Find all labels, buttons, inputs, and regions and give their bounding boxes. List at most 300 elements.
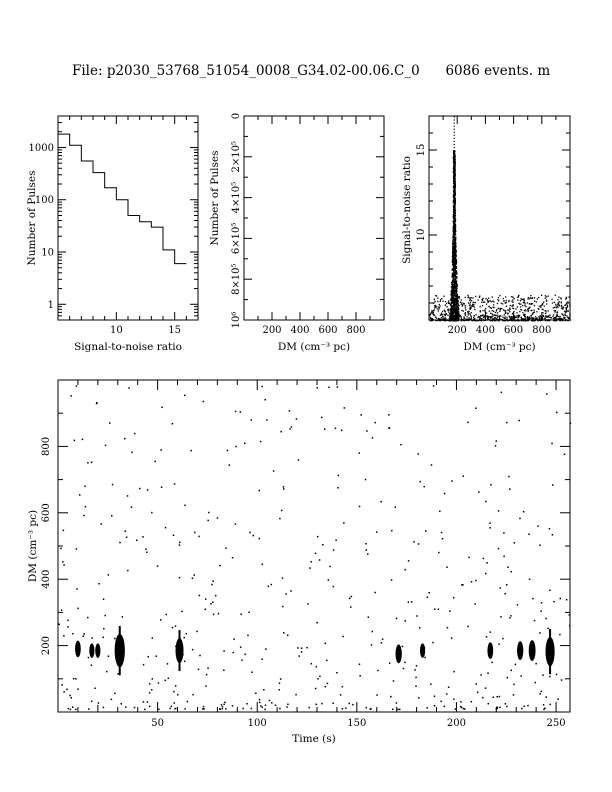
scatter-point [224, 702, 226, 704]
scatter-point [289, 410, 291, 412]
scatter-point [452, 302, 453, 303]
scatter-point [261, 386, 263, 388]
scatter-point [319, 559, 321, 561]
scatter-point [534, 312, 535, 313]
scatter-point [552, 534, 554, 536]
scatter-point [114, 693, 116, 695]
scatter-point [473, 319, 474, 320]
scatter-point [474, 306, 475, 307]
scatter-point [452, 260, 453, 261]
scatter-point [198, 669, 200, 671]
scatter-point [342, 686, 344, 688]
scatter-point [400, 444, 402, 446]
scatter-point [419, 627, 421, 629]
scatter-point [471, 701, 473, 703]
scatter-point [453, 163, 454, 164]
scatter-point [232, 557, 234, 559]
scatter-point [475, 314, 476, 315]
scatter-point [478, 320, 479, 321]
y-tick-label: 600 [41, 503, 52, 523]
scatter-point [539, 693, 541, 695]
scatter-point [569, 614, 571, 616]
scatter-point [551, 443, 553, 445]
scatter-point [507, 566, 509, 568]
scatter-point [494, 318, 495, 319]
scatter-point [538, 308, 539, 309]
scatter-point [453, 196, 454, 197]
scatter-point [461, 310, 462, 311]
scatter-point [77, 608, 79, 610]
scatter-point [454, 119, 455, 120]
scatter-point [549, 704, 551, 706]
scatter-point [179, 542, 181, 544]
scatter-point [434, 695, 436, 697]
scatter-point [103, 628, 105, 630]
y-tick-label: 4×10⁵ [231, 181, 242, 214]
scatter-point [506, 300, 507, 301]
scatter-point [117, 673, 119, 675]
scatter-point [450, 299, 451, 300]
scatter-point [569, 625, 571, 627]
scatter-point [454, 144, 455, 145]
scatter-point [437, 308, 438, 309]
scatter-point [377, 670, 379, 672]
scatter-point [396, 618, 398, 620]
scatter-point [556, 412, 558, 414]
scatter-point [513, 684, 515, 686]
scatter-point [549, 315, 550, 316]
scatter-point [147, 701, 149, 703]
scatter-point [490, 320, 491, 321]
scatter-point [428, 592, 430, 594]
scatter-point [454, 212, 455, 213]
scatter-point [515, 320, 516, 321]
scatter-point [512, 308, 513, 309]
scatter-point [542, 674, 544, 676]
scatter-point [91, 637, 93, 639]
scatter-point [203, 401, 205, 403]
scatter-point [556, 307, 557, 308]
scatter-point [565, 298, 566, 299]
scatter-point [149, 706, 151, 708]
scatter-point [454, 171, 455, 172]
scatter-point [453, 168, 454, 169]
scatter-point [442, 300, 443, 301]
scatter-point [452, 252, 453, 253]
scatter-point [570, 319, 571, 320]
scatter-point [125, 530, 127, 532]
scatter-point [467, 626, 469, 628]
scatter-point [435, 306, 436, 307]
scatter-point [468, 302, 469, 303]
scatter-point [495, 312, 496, 313]
scatter-point [453, 178, 454, 179]
scatter-point [517, 319, 518, 320]
scatter-point [512, 302, 513, 303]
scatter-point [513, 311, 514, 312]
scatter-point [332, 702, 334, 704]
scatter-point [501, 303, 502, 304]
scatter-point [542, 317, 543, 318]
scatter-point [502, 303, 503, 304]
scatter-point [451, 297, 452, 298]
scatter-point [266, 419, 268, 421]
scatter-point [545, 696, 547, 698]
scatter-point [569, 305, 570, 306]
scatter-point [143, 664, 145, 666]
scatter-point [544, 305, 545, 306]
scatter-point [475, 580, 477, 582]
scatter-point [488, 703, 490, 705]
scatter-point [542, 319, 543, 320]
scatter-point [131, 452, 133, 454]
scatter-point [485, 501, 487, 503]
scatter-point [157, 565, 159, 567]
scatter-point [509, 311, 510, 312]
scatter-point [152, 678, 154, 680]
scatter-point [556, 312, 557, 313]
scatter-point [480, 306, 481, 307]
pulse-marker [517, 641, 523, 660]
scatter-point [280, 431, 282, 433]
scatter-point [466, 320, 467, 321]
scatter-point [316, 666, 318, 668]
scatter-point [528, 310, 529, 311]
scatter-point [248, 612, 250, 614]
scatter-point [524, 303, 525, 304]
scatter-point [513, 694, 515, 696]
scatter-point [435, 305, 436, 306]
histogram-snr-panel [26, 116, 198, 353]
scatter-point [546, 296, 547, 297]
scatter-point [560, 320, 561, 321]
scatter-point [507, 313, 508, 314]
scatter-point [454, 138, 455, 139]
scatter-point [471, 581, 473, 583]
y-axis-label: Number of Pulses [209, 150, 221, 246]
scatter-point [453, 272, 454, 273]
scatter-point [455, 284, 456, 285]
scatter-point [495, 445, 497, 447]
scatter-point [437, 297, 438, 298]
scatter-point [452, 280, 453, 281]
scatter-point [83, 515, 85, 517]
scatter-point [253, 535, 255, 537]
scatter-point [479, 318, 480, 319]
scatter-point [173, 535, 175, 537]
scatter-point [502, 638, 504, 640]
scatter-point [563, 315, 564, 316]
scatter-point [529, 318, 530, 319]
scatter-point [342, 708, 344, 710]
scatter-point [223, 670, 225, 672]
x-tick-label: 15 [168, 325, 182, 336]
scatter-point [66, 689, 68, 691]
scatter-point [283, 632, 285, 634]
scatter-point [184, 395, 186, 397]
scatter-point [349, 703, 351, 705]
scatter-point [184, 505, 186, 507]
scatter-point [316, 704, 318, 706]
scatter-point [287, 704, 289, 706]
scatter-point [470, 318, 471, 319]
scatter-point [174, 483, 176, 485]
scatter-point [553, 318, 554, 319]
scatter-point [58, 624, 60, 626]
scatter-point [337, 475, 339, 477]
scatter-point [321, 417, 323, 419]
scatter-point [545, 295, 546, 296]
scatter-point [366, 549, 368, 551]
scatter-point [68, 708, 70, 710]
scatter-point [453, 249, 454, 250]
scatter-point [499, 696, 501, 698]
scatter-point [174, 702, 176, 704]
scatter-point [502, 317, 503, 318]
x-tick-label: 200 [447, 325, 467, 336]
pulse-marker [420, 643, 425, 658]
scatter-point [568, 320, 569, 321]
scatter-point [444, 493, 446, 495]
scatter-point [264, 709, 266, 711]
scatter-point [424, 657, 426, 659]
scatter-point [251, 671, 253, 673]
scatter-point [97, 705, 99, 707]
scatter-point [503, 298, 504, 299]
scatter-point [529, 303, 530, 304]
scatter-point [512, 297, 513, 298]
scatter-point [105, 445, 107, 447]
scatter-point [564, 454, 566, 456]
scatter-point [506, 422, 508, 424]
scatter-point [474, 603, 476, 605]
scatter-point [540, 316, 541, 317]
scatter-point [485, 687, 487, 689]
scatter-point [498, 510, 500, 512]
scatter-point [453, 191, 454, 192]
scatter-point [509, 617, 511, 619]
scatter-point [558, 297, 559, 298]
scatter-point [554, 311, 555, 312]
y-tick-label: 800 [41, 436, 52, 456]
scatter-point [480, 674, 482, 676]
scatter-point [165, 680, 167, 682]
scatter-point [136, 540, 138, 542]
scatter-point [453, 320, 454, 321]
scatter-point [108, 655, 110, 657]
scatter-point [505, 320, 506, 321]
scatter-point [474, 309, 475, 310]
x-tick-label: 10 [109, 325, 123, 336]
scatter-point [175, 625, 177, 627]
scatter-point [111, 515, 113, 517]
scatter-point [453, 187, 454, 188]
scatter-point [306, 647, 308, 649]
scatter-point [509, 320, 510, 321]
scatter-point [298, 655, 300, 657]
scatter-point [172, 627, 174, 629]
scatter-point [482, 298, 483, 299]
scatter-point [454, 200, 455, 201]
y-tick-label: 400 [41, 569, 52, 589]
scatter-point [463, 316, 464, 317]
scatter-point [454, 242, 455, 243]
y-tick-label: 0 [231, 112, 242, 120]
scatter-point [388, 414, 390, 416]
scatter-point [434, 307, 435, 308]
scatter-point [365, 479, 367, 481]
scatter-point [486, 562, 488, 564]
scatter-point [370, 708, 372, 710]
scatter-point [454, 205, 455, 206]
x-axis-label: Time (s) [292, 733, 336, 745]
scatter-point [374, 422, 376, 424]
scatter-point [489, 300, 490, 301]
scatter-point [186, 633, 188, 635]
scatter-point [415, 685, 417, 687]
scatter-point [433, 302, 434, 303]
scatter-point [308, 707, 310, 709]
scatter-point [514, 298, 515, 299]
scatter-point [481, 320, 482, 321]
scatter-point [485, 320, 486, 321]
scatter-point [491, 320, 492, 321]
scatter-point [511, 319, 512, 320]
scatter-point [441, 313, 442, 314]
scatter-point [521, 319, 522, 320]
scatter-point [509, 488, 511, 490]
scatter-point [547, 310, 548, 311]
scatter-point [523, 320, 524, 321]
scatter-point [337, 386, 339, 388]
scatter-point [146, 552, 148, 554]
scatter-point [470, 302, 471, 303]
scatter-point [454, 150, 455, 151]
scatter-point [520, 306, 521, 307]
scatter-point [454, 254, 455, 255]
scatter-point [177, 694, 179, 696]
scatter-point [476, 320, 477, 321]
scatter-point [63, 530, 65, 532]
scatter-point [335, 540, 337, 542]
scatter-point [343, 522, 345, 524]
scatter-point [453, 698, 455, 700]
scatter-point [249, 532, 251, 534]
scatter-point [440, 301, 441, 302]
y-tick-label: 15 [416, 143, 427, 157]
x-tick-label: 250 [546, 718, 566, 729]
scatter-point [442, 316, 443, 317]
scatter-point [122, 616, 124, 618]
scatter-point [477, 299, 478, 300]
scatter-point [548, 315, 549, 316]
scatter-point [463, 475, 465, 477]
scatter-point [208, 512, 210, 514]
scatter-point [545, 298, 546, 299]
scatter-point [468, 320, 469, 321]
scatter-point [87, 617, 89, 619]
scatter-point [181, 611, 183, 613]
scatter-point [429, 315, 430, 316]
scatter-point [196, 631, 198, 633]
scatter-point [469, 305, 470, 306]
pulse-marker [487, 642, 493, 659]
scatter-point [517, 299, 518, 300]
scatter-point [498, 308, 499, 309]
scatter-point [279, 708, 281, 710]
scatter-point [484, 301, 485, 302]
plot-frame [58, 380, 570, 712]
scatter-point [342, 636, 344, 638]
scatter-point [235, 411, 237, 413]
scatter-point [514, 315, 515, 316]
scatter-point [382, 638, 384, 640]
scatter-point [453, 157, 454, 158]
scatter-point [391, 530, 393, 532]
scatter-point [500, 308, 501, 309]
scatter-point [483, 315, 484, 316]
scatter-point [468, 557, 470, 559]
scatter-point [67, 626, 69, 628]
scatter-point [430, 683, 432, 685]
scatter-point [439, 304, 440, 305]
scatter-point [454, 307, 455, 308]
scatter-point [287, 635, 289, 637]
scatter-point [192, 649, 194, 651]
scatter-point [496, 315, 497, 316]
scatter-point [464, 320, 465, 321]
scatter-point [260, 441, 262, 443]
scatter-point [515, 664, 517, 666]
scatter-point [553, 314, 554, 315]
scatter-point [450, 319, 451, 320]
scatter-point [87, 462, 89, 464]
y-tick-label: 2×10⁵ [231, 141, 242, 173]
scatter-point [517, 306, 518, 307]
scatter-point [440, 299, 441, 300]
scatter-point [443, 296, 444, 297]
scatter-point [503, 300, 504, 301]
scatter-point [515, 317, 516, 318]
scatter-point [511, 296, 512, 297]
scatter-point [467, 422, 469, 424]
scatter-point [452, 246, 453, 247]
scatter-point [462, 584, 464, 586]
scatter-point [505, 316, 506, 317]
scatter-point [445, 318, 446, 319]
scatter-point [454, 209, 455, 210]
scatter-point [235, 446, 237, 448]
scatter-point [456, 296, 457, 297]
scatter-point [454, 275, 455, 276]
scatter-point [519, 311, 520, 312]
scatter-point [499, 311, 500, 312]
scatter-point [568, 318, 569, 319]
scatter-point [279, 689, 281, 691]
scatter-point [103, 707, 105, 709]
scatter-point [60, 548, 62, 550]
scatter-point [473, 304, 474, 305]
scatter-point [461, 318, 462, 319]
scatter-point [240, 411, 242, 413]
scatter-point [98, 583, 100, 585]
scatter-point [511, 320, 512, 321]
scatter-point [561, 679, 563, 681]
scatter-point [100, 523, 102, 525]
scatter-point [461, 707, 463, 709]
scatter-point [434, 298, 435, 299]
scatter-point [61, 609, 63, 611]
